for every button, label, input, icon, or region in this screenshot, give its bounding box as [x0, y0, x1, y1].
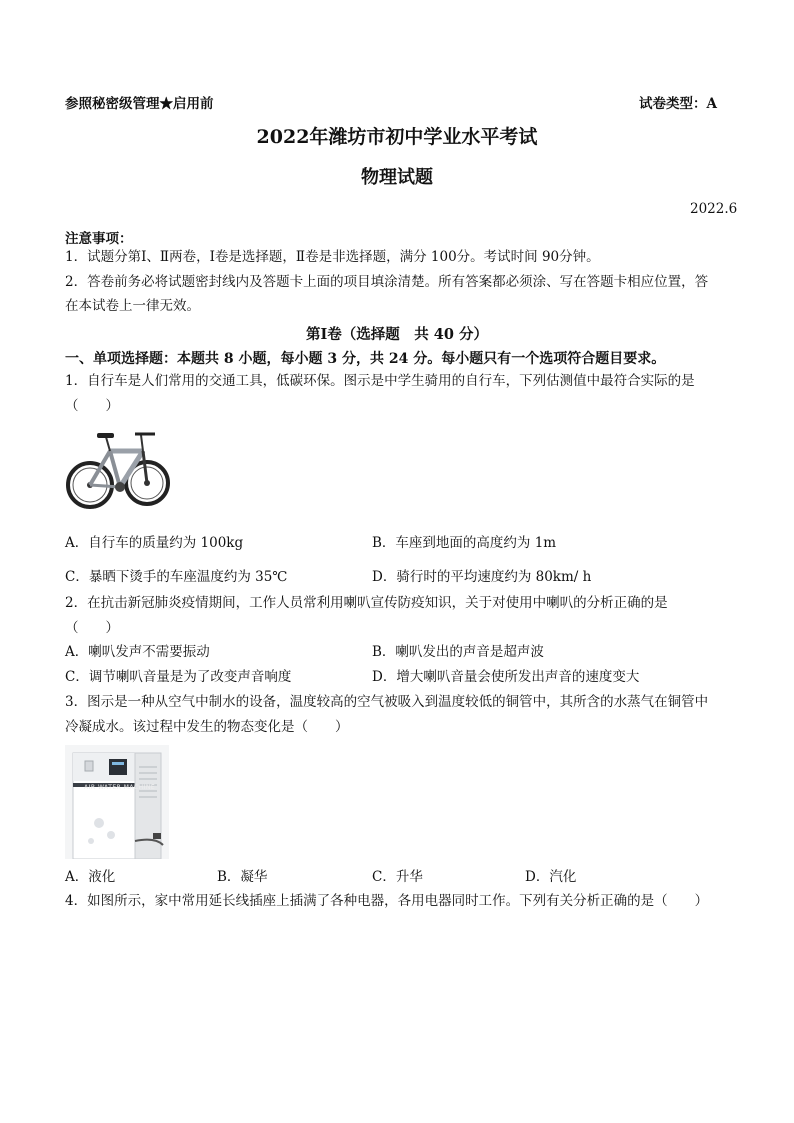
question-3-option-c: C．升华 — [372, 869, 423, 885]
question-4-stem: 4．如图所示，家中常用延长线插座上插满了各种电器，各用电器同时工作。下列有关分析正确的是（ ） — [65, 893, 709, 909]
paper-type: 试卷类型：A — [639, 96, 717, 112]
question-1-option-b: B．车座到地面的高度约为 1m — [372, 535, 557, 551]
air-water-machine-image — [65, 745, 169, 859]
question-2-option-b: B．喇叭发出的声音是超声波 — [372, 644, 544, 660]
question-2-option-a: A．喇叭发声不需要振动 — [65, 644, 210, 660]
exam-title: 2022年潍坊市初中学业水平考试 — [256, 126, 538, 148]
question-3-stem-cont: 冷凝成水。该过程中发生的物态变化是（ ） — [65, 719, 349, 735]
exam-subtitle: 物理试题 — [361, 167, 433, 188]
part-title: 一、单项选择题：本题共 8 小题，每小题 3 分，共 24 分。每小题只有一个选项符合题目要求。 — [65, 351, 666, 367]
question-3-option-d: D．汽化 — [525, 869, 577, 885]
question-2-stem-cont: （ ） — [65, 620, 119, 636]
question-2-stem: 2．在抗击新冠肺炎疫情期间，工作人员常利用喇叭宣传防疫知识，关于对使用中喇叭的分析正确的是 — [65, 595, 668, 611]
question-2-option-c: C．调节喇叭音量是为了改变声音响度 — [65, 669, 292, 685]
question-2-option-d: D．增大喇叭音量会使所发出声音的速度变大 — [372, 669, 640, 685]
question-1-option-d: D．骑行时的平均速度约为 80km/ h — [372, 569, 592, 585]
notice-item: 1．试题分第Ⅰ、Ⅱ两卷，Ⅰ卷是选择题，Ⅱ卷是非选择题，满分 100分。考试时间 90分钟。 — [65, 249, 600, 265]
question-3-option-a: A．液化 — [65, 869, 116, 885]
device-label: AIR WATER MACHINE — [84, 784, 156, 791]
question-3-option-b: B．凝华 — [217, 869, 268, 885]
notice-item: 在本试卷上一律无效。 — [65, 298, 200, 314]
question-1-option-a: A．自行车的质量约为 100kg — [65, 535, 244, 551]
section-title: 第Ⅰ卷（选择题 共 40 分） — [305, 326, 489, 343]
question-3-stem: 3．图示是一种从空气中制水的设备，温度较高的空气被吸入到温度较低的铜管中，其所含的水蒸气在铜管中 — [65, 694, 709, 710]
exam-date: 2022.6 — [690, 201, 738, 217]
question-1-stem-cont: （ ） — [65, 398, 119, 414]
notice-heading: 注意事项： — [65, 231, 133, 247]
question-1-stem: 1．自行车是人们常用的交通工具，低碳环保。图示是中学生骑用的自行车，下列估测值中最符合实际的是 — [65, 373, 695, 389]
confidentiality-note: 参照秘密级管理★启用前 — [65, 96, 214, 112]
notice-item: 2．答卷前务必将试题密封线内及答题卡上面的项目填涂清楚。所有答案都必须涂、写在答题卡相应位置，答 — [65, 274, 709, 290]
bicycle-image — [65, 421, 171, 516]
question-1-option-c: C．暴晒下烫手的车座温度约为 35℃ — [65, 569, 288, 585]
